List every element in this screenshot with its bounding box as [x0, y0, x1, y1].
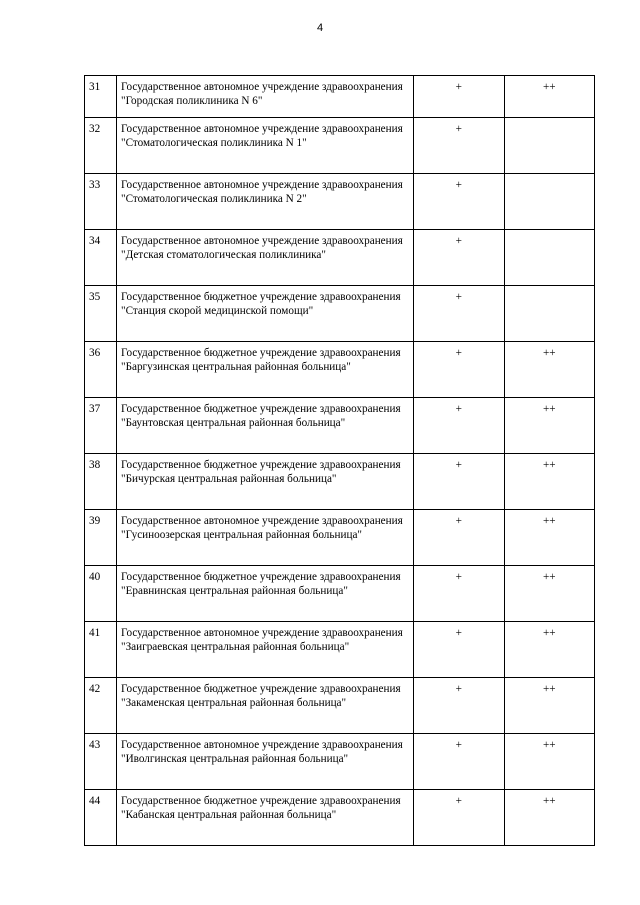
table-row	[85, 398, 595, 454]
institution-name: Государственное бюджетное учреждение здравоохранения "Баргузинская центральная районная больница"	[117, 342, 414, 398]
table-row	[85, 566, 595, 622]
row-number: 44	[85, 790, 117, 846]
mark-column-b: ++	[504, 76, 595, 118]
row-number: 39	[85, 510, 117, 566]
table-row	[85, 118, 595, 174]
table-row	[85, 174, 595, 230]
mark-column-a: +	[414, 734, 505, 790]
mark-column-a: +	[414, 678, 505, 734]
row-number: 36	[85, 342, 117, 398]
mark-column-b	[504, 118, 595, 174]
row-number: 31	[85, 76, 117, 118]
mark-column-b	[504, 174, 595, 230]
institution-name: Государственное бюджетное учреждение здравоохранения "Кабанская центральная районная больница"	[117, 790, 414, 846]
mark-column-b	[504, 230, 595, 286]
table-body	[85, 76, 595, 846]
row-number: 32	[85, 118, 117, 174]
mark-column-b: ++	[504, 398, 595, 454]
institution-name: Государственное автономное учреждение здравоохранения "Детская стоматологическая поликлиника"	[117, 230, 414, 286]
mark-column-a: +	[414, 76, 505, 118]
table-row	[85, 790, 595, 846]
institution-name: Государственное бюджетное учреждение здравоохранения "Станция скорой медицинской помощи"	[117, 286, 414, 342]
institution-name: Государственное автономное учреждение здравоохранения "Стоматологическая поликлиника N 1"	[117, 118, 414, 174]
table-row	[85, 286, 595, 342]
mark-column-b: ++	[504, 342, 595, 398]
institution-name: Государственное бюджетное учреждение здравоохранения "Закаменская центральная районная больница"	[117, 678, 414, 734]
row-number: 35	[85, 286, 117, 342]
row-number: 34	[85, 230, 117, 286]
row-number: 33	[85, 174, 117, 230]
mark-column-a: +	[414, 286, 505, 342]
mark-column-a: +	[414, 342, 505, 398]
mark-column-a: +	[414, 398, 505, 454]
mark-column-a: +	[414, 510, 505, 566]
mark-column-b: ++	[504, 622, 595, 678]
mark-column-a: +	[414, 454, 505, 510]
table-row	[85, 76, 595, 118]
institution-name: Государственное бюджетное учреждение здравоохранения "Бичурская центральная районная больница"	[117, 454, 414, 510]
table-row	[85, 678, 595, 734]
row-number: 41	[85, 622, 117, 678]
institution-name: Государственное автономное учреждение здравоохранения "Городская поликлиника N 6"	[117, 76, 414, 118]
institution-name: Государственное автономное учреждение здравоохранения "Заиграевская центральная районная больница"	[117, 622, 414, 678]
row-number: 42	[85, 678, 117, 734]
mark-column-b	[504, 286, 595, 342]
mark-column-a: +	[414, 790, 505, 846]
mark-column-b: ++	[504, 454, 595, 510]
table-row	[85, 230, 595, 286]
table-row	[85, 734, 595, 790]
mark-column-b: ++	[504, 734, 595, 790]
mark-column-b: ++	[504, 566, 595, 622]
mark-column-a: +	[414, 174, 505, 230]
mark-column-a: +	[414, 566, 505, 622]
mark-column-a: +	[414, 622, 505, 678]
institution-name: Государственное автономное учреждение здравоохранения "Стоматологическая поликлиника N 2"	[117, 174, 414, 230]
mark-column-a: +	[414, 230, 505, 286]
table-row	[85, 342, 595, 398]
row-number: 40	[85, 566, 117, 622]
row-number: 38	[85, 454, 117, 510]
institution-name: Государственное автономное учреждение здравоохранения "Иволгинская центральная районная больница"	[117, 734, 414, 790]
table-row	[85, 622, 595, 678]
institution-name: Государственное бюджетное учреждение здравоохранения "Еравнинская центральная районная больница"	[117, 566, 414, 622]
mark-column-a: +	[414, 118, 505, 174]
mark-column-b: ++	[504, 510, 595, 566]
institution-name: Государственное автономное учреждение здравоохранения "Гусиноозерская центральная районная больница"	[117, 510, 414, 566]
mark-column-b: ++	[504, 790, 595, 846]
institutions-table	[84, 75, 595, 846]
table-row	[85, 454, 595, 510]
page-number: 4	[316, 22, 324, 34]
row-number: 43	[85, 734, 117, 790]
table-row	[85, 510, 595, 566]
institution-name: Государственное бюджетное учреждение здравоохранения "Баунтовская центральная районная больница"	[117, 398, 414, 454]
row-number: 37	[85, 398, 117, 454]
mark-column-b: ++	[504, 678, 595, 734]
